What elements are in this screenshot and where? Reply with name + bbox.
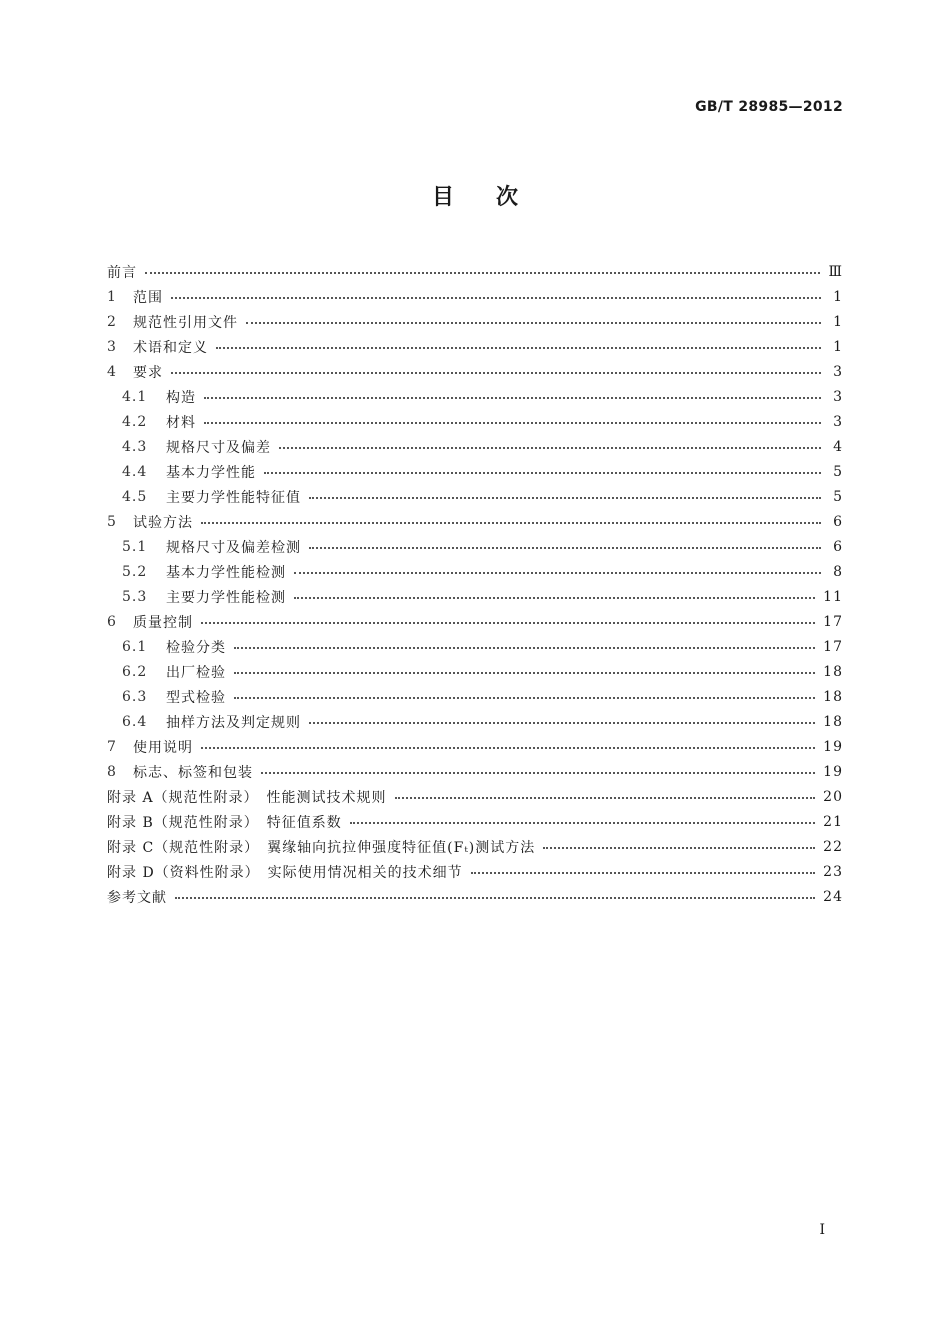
toc-entry-5-2[interactable] (107, 559, 843, 584)
toc-number: 6.4 (122, 713, 148, 730)
toc-entry-appendix-d[interactable] (107, 859, 843, 884)
leader-dots (350, 822, 815, 824)
toc-label: 标志、标签和包装 (133, 764, 253, 781)
leader-dots (294, 597, 815, 599)
toc-page: 3 (833, 413, 843, 430)
toc-number: 8 (107, 763, 117, 780)
toc-entry-5[interactable] (107, 509, 843, 534)
toc-number: 2 (107, 313, 117, 330)
toc-entry-4-2[interactable] (107, 409, 843, 434)
leader-dots (171, 372, 821, 374)
toc-entry-6[interactable] (107, 609, 843, 634)
toc-label: 主要力学性能特征值 (166, 489, 301, 506)
leader-dots (395, 797, 816, 799)
toc-entry-appendix-b[interactable] (107, 809, 843, 834)
toc-entry-5-1[interactable] (107, 534, 843, 559)
toc-number: 5 (107, 513, 117, 530)
toc-page: 4 (833, 438, 843, 455)
toc-label: 检验分类 (166, 639, 226, 656)
toc-page: 18 (823, 663, 843, 680)
toc-page: 1 (833, 313, 843, 330)
toc-number: 4.5 (122, 488, 148, 505)
toc-label: 规格尺寸及偏差检测 (166, 539, 301, 556)
toc-label: 材料 (166, 414, 196, 431)
toc-entry-6-3[interactable] (107, 684, 843, 709)
toc-number: 5.1 (122, 538, 148, 555)
toc-page: 17 (823, 613, 843, 630)
leader-dots (204, 422, 821, 424)
toc-label: 前言 (107, 264, 137, 281)
leader-dots (204, 397, 821, 399)
toc-number: 4.1 (122, 388, 148, 405)
page-title: 目次 (431, 185, 560, 210)
toc-entry-appendix-c[interactable] (107, 834, 843, 859)
toc-page: 23 (823, 863, 843, 880)
toc-page: 3 (833, 388, 843, 405)
leader-dots (234, 647, 815, 649)
toc-page: 5 (833, 463, 843, 480)
toc-page: 20 (823, 788, 843, 805)
toc-entry-6-4[interactable] (107, 709, 843, 734)
leader-dots (201, 522, 821, 524)
leader-dots (216, 347, 821, 349)
toc-entry-references[interactable] (107, 884, 843, 909)
toc-number: 3 (107, 338, 117, 355)
toc-label: 附录 D（资料性附录） 实际使用情况相关的技术细节 (107, 864, 463, 881)
toc-label: 附录 A（规范性附录） 性能测试技术规则 (107, 789, 387, 806)
leader-dots (175, 897, 815, 899)
toc-label: 基本力学性能检测 (166, 564, 286, 581)
toc-entry-3[interactable] (107, 334, 843, 359)
toc-number: 7 (107, 738, 117, 755)
leader-dots (279, 447, 821, 449)
toc-page: 21 (823, 813, 843, 830)
toc-page: 17 (823, 638, 843, 655)
toc-entry-4[interactable] (107, 359, 843, 384)
toc-number: 6.3 (122, 688, 148, 705)
toc-label: 主要力学性能检测 (166, 589, 286, 606)
toc-page: 6 (833, 513, 843, 530)
toc-page: 8 (833, 563, 843, 580)
toc-number: 4.4 (122, 463, 148, 480)
toc-entry-6-2[interactable] (107, 659, 843, 684)
leader-dots (309, 547, 821, 549)
table-of-contents (107, 259, 843, 909)
toc-number: 4 (107, 363, 117, 380)
leader-dots (294, 572, 821, 574)
toc-label: 规范性引用文件 (133, 314, 238, 331)
toc-label: 范围 (133, 289, 163, 306)
toc-page: 1 (833, 288, 843, 305)
leader-dots (471, 872, 815, 874)
toc-entry-foreword[interactable] (107, 259, 843, 284)
toc-entry-appendix-a[interactable] (107, 784, 843, 809)
toc-entry-4-3[interactable] (107, 434, 843, 459)
toc-page: 18 (823, 713, 843, 730)
toc-number: 1 (107, 288, 117, 305)
toc-page: 6 (833, 538, 843, 555)
toc-entry-2[interactable] (107, 309, 843, 334)
toc-label: 抽样方法及判定规则 (166, 714, 301, 731)
toc-page: 1 (833, 338, 843, 355)
toc-label: 试验方法 (133, 514, 193, 531)
toc-label: 质量控制 (133, 614, 193, 631)
toc-entry-1[interactable] (107, 284, 843, 309)
leader-dots (261, 772, 815, 774)
toc-page: 22 (823, 838, 843, 855)
leader-dots (543, 847, 815, 849)
leader-dots (171, 297, 821, 299)
leader-dots (145, 272, 820, 274)
toc-number: 6.2 (122, 663, 148, 680)
toc-label: 基本力学性能 (166, 464, 256, 481)
toc-label: 附录 B（规范性附录） 特征值系数 (107, 814, 342, 831)
leader-dots (201, 622, 815, 624)
leader-dots (234, 672, 815, 674)
toc-entry-4-4[interactable] (107, 459, 843, 484)
toc-page: 18 (823, 688, 843, 705)
toc-page: 11 (823, 588, 843, 605)
leader-dots (246, 322, 821, 324)
toc-entry-8[interactable] (107, 759, 843, 784)
toc-number: 6 (107, 613, 117, 630)
leader-dots (309, 497, 821, 499)
toc-number: 5.2 (122, 563, 148, 580)
toc-label: 出厂检验 (166, 664, 226, 681)
standard-code: GB/T 28985—2012 (695, 99, 843, 115)
leader-dots (201, 747, 815, 749)
toc-page: 24 (823, 888, 843, 905)
toc-label: 构造 (166, 389, 196, 406)
toc-entry-4-5[interactable] (107, 484, 843, 509)
toc-page: Ⅲ (828, 263, 843, 280)
leader-dots (309, 722, 815, 724)
toc-label: 规格尺寸及偏差 (166, 439, 271, 456)
toc-page: 3 (833, 363, 843, 380)
toc-entry-5-3[interactable] (107, 584, 843, 609)
toc-label: 要求 (133, 364, 163, 381)
page-number: I (819, 1222, 825, 1238)
toc-page: 5 (833, 488, 843, 505)
toc-label: 参考文献 (107, 889, 167, 906)
toc-number: 4.3 (122, 438, 148, 455)
toc-label: 术语和定义 (133, 339, 208, 356)
toc-page: 19 (823, 763, 843, 780)
toc-label: 附录 C（规范性附录） 翼缘轴向抗拉伸强度特征值(Fₜ)测试方法 (107, 839, 536, 856)
toc-label: 使用说明 (133, 739, 193, 756)
toc-number: 5.3 (122, 588, 148, 605)
toc-number: 4.2 (122, 413, 148, 430)
toc-number: 6.1 (122, 638, 148, 655)
toc-entry-7[interactable] (107, 734, 843, 759)
toc-entry-6-1[interactable] (107, 634, 843, 659)
leader-dots (234, 697, 815, 699)
toc-page: 19 (823, 738, 843, 755)
leader-dots (264, 472, 821, 474)
toc-entry-4-1[interactable] (107, 384, 843, 409)
toc-label: 型式检验 (166, 689, 226, 706)
